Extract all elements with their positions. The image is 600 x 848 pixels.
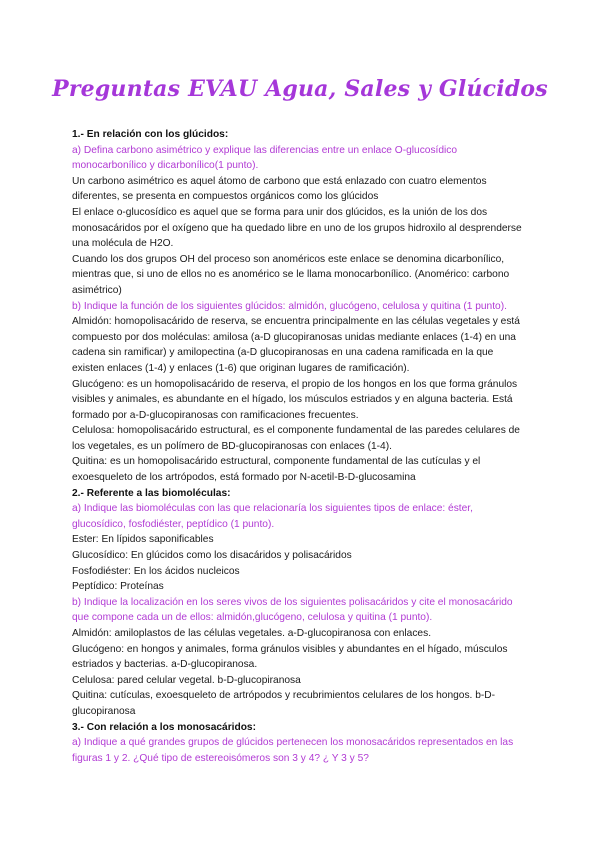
section-heading-3: 3.- Con relación a los monosacáridos: — [72, 721, 256, 733]
answer-paragraph: El enlace o-glucosídico es aquel que se forma para unir dos glúcidos, es la unión de los dos monosacáridos por el oxígeno que ha quedado libre en uno de los grupos hidroxilo al desprenderse una molécula de H2O. — [72, 206, 522, 250]
question-1a: a) Defina carbono asimétrico y explique las diferencias entre un enlace O-glucosídico monocarbonílico y dicarbonílico(1 punto). — [72, 144, 458, 172]
answer-paragraph: Un carbono asimétrico es aquel átomo de carbono que está enlazado con cuatro elementos diferentes, se presenta en compuestos orgánicos como los glúcidos — [72, 175, 487, 203]
answer-paragraph: Fosfodiéster: En los ácidos nucleicos — [72, 565, 240, 577]
answer-paragraph: Celulosa: homopolisacárido estructural, es el componente fundamental de las paredes celulares de los vegetales, es un polímero de BD-glucopiranosas con enlaces (1-4). — [72, 425, 520, 452]
answer-paragraph: Glucosídico: En glúcidos como los disacáridos y polisacáridos — [72, 550, 352, 562]
answer-paragraph: Ester: En lípidos saponificables — [72, 534, 214, 546]
question-2b: b) Indique la localización en los seres vivos de los siguientes polisacáridos y cite el monosacárido que compone cada un de ellos: almidón,glucógeno, celulosa y quitina (1 punto). — [72, 596, 513, 624]
question-1b: b) Indique la función de los siguientes glúcidos: almidón, glucógeno, celulosa y quitina (1 punto). — [72, 300, 507, 312]
answer-paragraph: Quitina: es un homopolisacárido estructural, componente fundamental de las cutículas y el exoesqueleto de los artrópodos, está formado por N-acetil-B-D-glucosamina — [72, 456, 481, 484]
page-title: Preguntas EVAU Agua, Sales y Glúcidos — [52, 76, 548, 102]
answer-paragraph: Cuando los dos grupos OH del proceso son anoméricos este enlace se denomina dicarbonílico, mientras que, si uno de ellos no es anomérico se le llama monocarbonílico. (Anomérico: carbono asimétrico) — [72, 253, 510, 296]
answer-paragraph: Celulosa: pared celular vegetal. b-D-glucopiranosa — [72, 674, 301, 686]
section-heading-2: 2.- Referente a las biomoléculas: — [72, 487, 231, 499]
document-body — [72, 127, 528, 766]
answer-paragraph: Almidón: amiloplastos de las células vegetales. a-D-glucopiranosa con enlaces. — [72, 628, 432, 639]
answer-paragraph: Almidón: homopolisacárido de reserva, se encuentra principalmente en las células vegetales y está compuesto por dos moléculas: amilosa (a-D glucopiranosas unidas mediante enlaces (1-4) en una cadena sin ramificar) y amilopectina (a-D glucopiranosas en una cadena ramificada en la que existen enlaces (1-4) y enlaces (1-6) que originan lugares de ramificación). — [72, 316, 520, 374]
question-3a: a) Indique a qué grandes grupos de glúcidos pertenecen los monosacáridos representados en las figuras 1 y 2. ¿Qué tipo de estereoisómeros son 3 y 4? ¿ Y 3 y 5? — [72, 737, 514, 764]
answer-paragraph: Glucógeno: es un homopolisacárido de reserva, el propio de los hongos en los que forma gránulos visibles y animales, es abundante en el hígado, los músculos estriados y en alguna bacteria. Está formado por a-D-glucopiranosas con ramificaciones frecuentes. — [72, 378, 518, 421]
question-2a: a) Indique las biomoléculas con las que relacionaría los siguientes tipos de enlace: éster, glucosídico, fosfodiéster, peptídico (1 punto). — [72, 503, 473, 530]
answer-paragraph: Peptídico: Proteínas — [72, 581, 164, 593]
section-heading-1: 1.- En relación con los glúcidos: — [72, 129, 229, 140]
answer-paragraph: Glucógeno: en hongos y animales, forma gránulos visibles y abundantes en el hígado, músculos estriados y bacterias. a-D-glucopiranosa. — [72, 643, 508, 671]
answer-paragraph: Quitina: cutículas, exoesqueleto de artrópodos y recubrimientos celulares de los hongos. b-D-glucopiranosa — [72, 690, 496, 717]
